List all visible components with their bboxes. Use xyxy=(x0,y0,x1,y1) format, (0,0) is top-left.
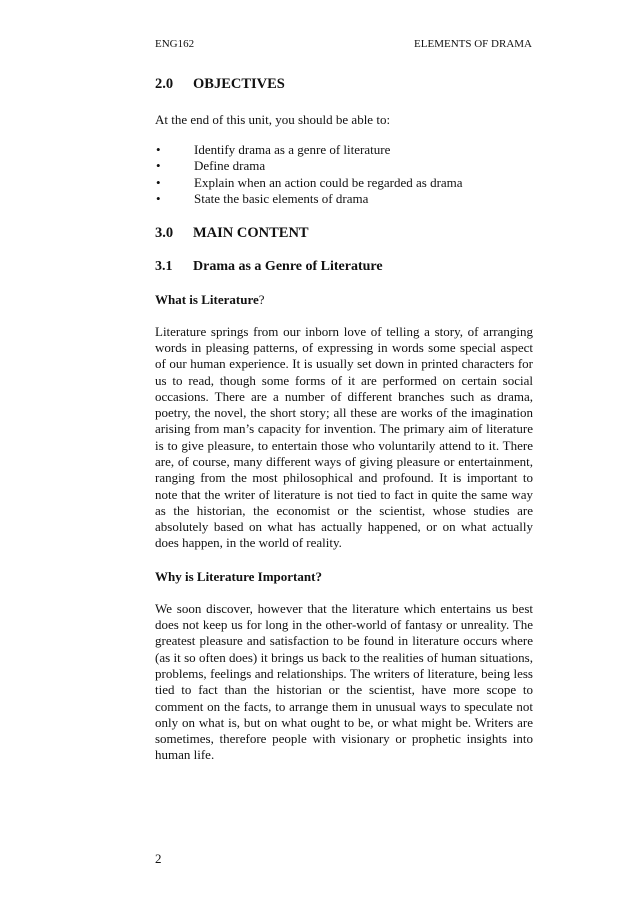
objectives-intro: At the end of this unit, you should be able to: xyxy=(155,112,391,127)
paragraph-literature-definition: Literature springs from our inborn love of telling a story, of arranging words in pleasing patterns, of expressing in words some special aspect of our human experience. It is usually set down in printed characters for us to read, though some forms of it are performed on certain social occasions. There are a number of different branches such as drama, poetry, the novel, the short story; all these are works of the imagination arising from man’s capacity for invention. The primary aim of literature is to give pleasure, to entertain those who voluntarily attend to it. There are, of course, many different ways of giving pleasure or entertainment, ranging from the most philosophical and profound. It is important to note that the writer of literature is not tied to fact in quite the same way as the historian, the economist or the scientist, whose studies are absolutely based on what has actually happened, or on what actually does happen, in the world of reality. xyxy=(155,323,533,551)
bullet-icon: • xyxy=(156,174,161,190)
page-content xyxy=(155,75,533,764)
bullet-icon: • xyxy=(156,191,161,207)
header-course-code: ENG162 xyxy=(155,38,195,50)
list-item: • Define drama xyxy=(156,158,266,174)
list-item: • State the basic elements of drama xyxy=(156,191,369,207)
section-title: MAIN CONTENT xyxy=(193,224,309,241)
section-number: 3.1 xyxy=(155,258,173,274)
bullet-icon: • xyxy=(156,158,161,174)
subsection-heading xyxy=(155,258,533,276)
list-item: • Identify drama as a genre of literature xyxy=(156,142,391,157)
section-number: 3.0 xyxy=(155,224,174,241)
question-what-is-literature: What is Literature? xyxy=(155,291,265,307)
paragraph-literature-importance: We soon discover, however that the literature which entertains us best does not keep us for long in the other-world of fantasy or unreality. The greatest pleasure and satisfaction to be found in literature occurs where (as it so often does) it brings us back to the realities of human situations, problems, feelings and relationships. The writers of literature, being less tied to fact than the historian or the scientist, have more scope to comment on the facts, to arrange them in unusual ways to speculate not only on what is, but on what ought to be, or what might be. Writers are sometimes, therefore people with visionary or prophetic insights into human life. xyxy=(155,600,533,763)
question-why-literature-important: Why is Literature Important? xyxy=(155,568,322,584)
objectives-list xyxy=(155,142,533,208)
section-title: OBJECTIVES xyxy=(193,76,285,92)
main-content-heading xyxy=(155,224,533,242)
section-title: Drama as a Genre of Literature xyxy=(193,258,383,274)
header-course-title: ELEMENTS OF DRAMA xyxy=(414,38,532,50)
bullet-icon: • xyxy=(156,142,161,157)
list-item: • Explain when an action could be regarded as drama xyxy=(156,174,463,190)
page-number: 2 xyxy=(155,851,162,866)
section-number: 2.0 xyxy=(155,76,174,92)
objectives-heading xyxy=(155,75,533,93)
